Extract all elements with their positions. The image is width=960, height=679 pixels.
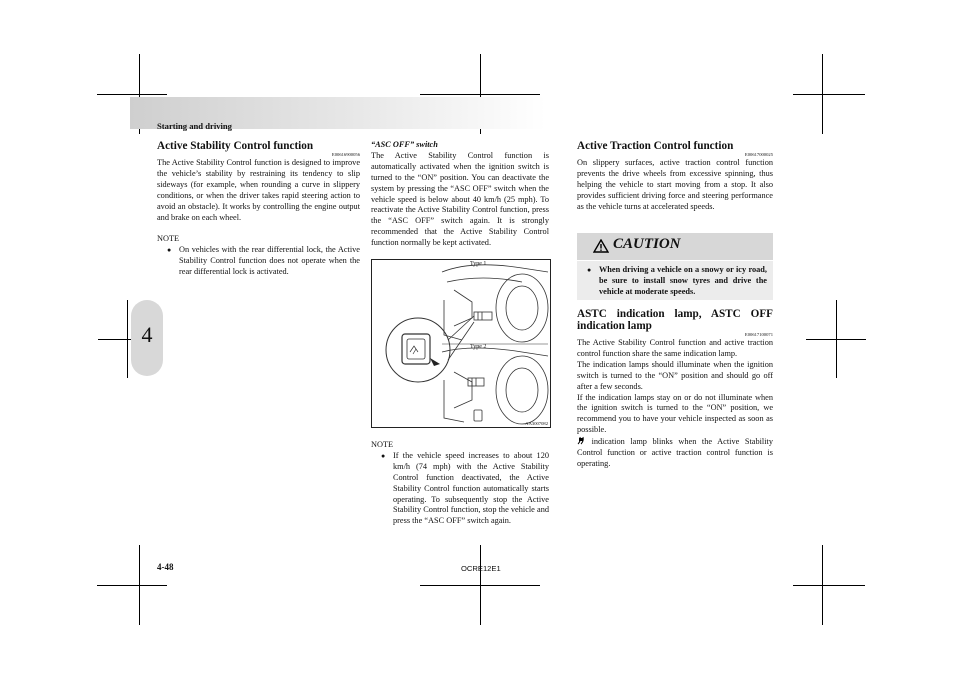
note-label: NOTE [157,234,180,244]
crop-mark [97,94,167,95]
lamp-para-3: If the indication lamps stay on or do not illuminate when the ignition switch is turned to the “ON” position, we recommend you to have your vehicle inspected as soon as possible. [577,392,773,435]
figure-code: AA3007082 [525,421,548,426]
type1-label: Type 1 [470,261,487,267]
note-text: If the vehicle speed increases to about 120 km/h (74 mph) with the Active Stability Control function deactivated, the Active Stability Control function automatically starts operating. To subsequently stop the Active Stability Control function, stop the vehicle and press the “ASC OFF” switch again. [393,450,549,526]
bullet-icon: ● [381,451,386,460]
section-title: Starting and driving [157,121,232,131]
caution-item [577,261,773,297]
note-item [371,451,549,527]
heading-astc-lamp: ASTC indication lamp, ASTC OFF indication lamp [577,308,773,332]
crop-mark [97,585,167,586]
asc-body: The Active Stability Control function is designed to improve the vehicle’s stability by restraining its tendency to slip sideways (for example, when rounding a curve in slippery conditions, or when the driver takes rapid steering action to avoid an obstacle). It works by controlling the engine output and brake on each wheel. [157,158,360,222]
caution-body [577,261,773,300]
asc-off-switch-figure [371,259,551,428]
right-column-lower [577,308,773,470]
lamp-para-1: The Active Stability Control function and active traction control function share the same indication lamp. [577,338,773,358]
atc-body: On slippery surfaces, active traction control function prevents the drive wheels from excessive spinning, thus helping the vehicle to start moving from a stop. It also provides sufficient driving force and steering performance as the vehicle turns at accelerated speeds. [577,158,773,211]
dashboard-illustration [372,260,550,427]
lamp-para-2: The indication lamps should illuminate when the ignition switch is turned to the “ON” position and should go off after a few seconds. [577,359,773,391]
middle-column [371,140,549,249]
section-code: E00617100071 [744,332,773,337]
chapter-number: 4 [141,322,153,347]
page-number: 4-48 [157,562,174,572]
section-code: E00616900056 [331,152,360,157]
note-item [157,245,360,278]
right-column [577,140,773,213]
crop-mark [793,94,865,95]
heading-atc: Active Traction Control function [577,140,734,152]
warning-triangle-icon [593,239,609,253]
bullet-icon: ● [587,266,592,274]
lamp-para-4: indication lamp blinks when the Active Stability Control function or active traction control function is operating. [577,437,773,468]
note-label: NOTE [371,440,394,449]
heading-asc: Active Stability Control function [157,140,314,152]
astc-lamp-icon [577,436,586,445]
middle-note [371,440,549,527]
bullet-icon: ● [167,246,172,255]
note-text: On vehicles with the rear differential lock, the Active Stability Control function does not operate when the rear differential lock is activated. [179,245,360,277]
asc-off-subheading: “ASC OFF” switch [371,140,438,149]
section-code: E00617000025 [744,152,773,157]
type2-label: Type 2 [470,344,487,350]
caution-text: When driving a vehicle on a snowy or icy road, be sure to install snow tyres and drive the vehicle at moderate speeds. [599,265,767,296]
crop-mark [127,300,128,378]
asc-off-body: The Active Stability Control function is automatically activated when the ignition switch is turned to the “ON” position. You can deactivate the system by pressing the “ASC OFF” switch when the vehicle speed is below about 40 km/h (25 mph). To reactivate the Active Stability Control function, press the “ASC OFF” switch again. It is strongly recommended that the Active Stability Control function normally be kept activated. [371,150,549,248]
crop-mark [806,339,866,340]
crop-mark [420,94,540,95]
crop-mark [420,585,540,586]
caution-title: CAUTION [613,236,681,252]
lamp-para-4-wrap [577,436,773,470]
left-column [157,140,360,278]
document-code: OCRE12E1 [461,564,501,573]
crop-mark [793,585,865,586]
